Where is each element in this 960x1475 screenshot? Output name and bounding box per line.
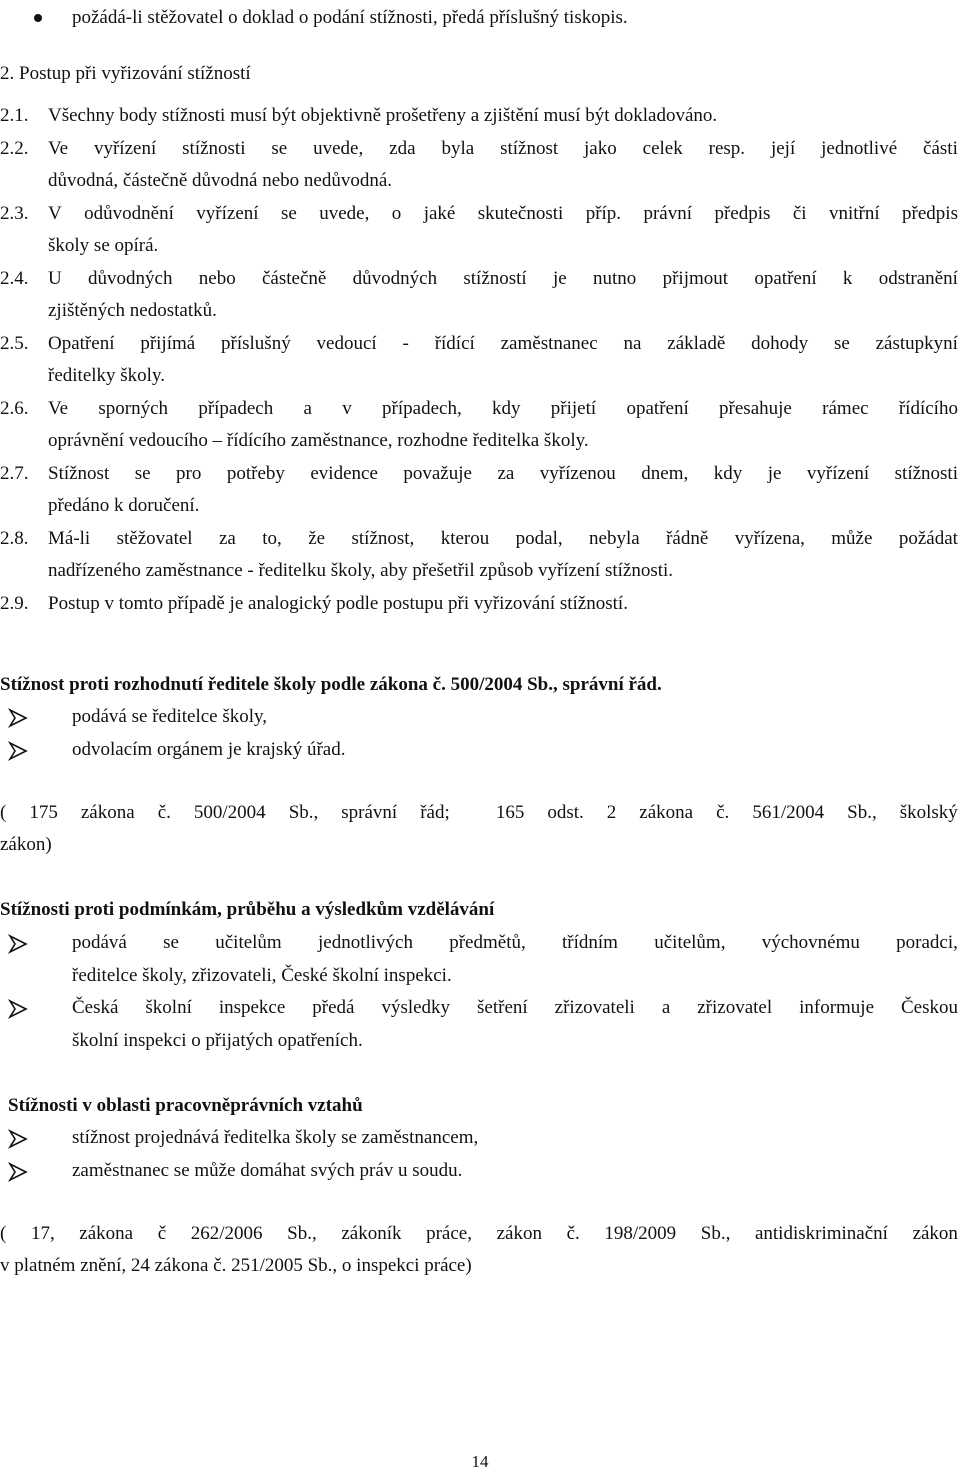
item-number: 2.3.: [0, 202, 29, 224]
item-text-line: Má-li stěžovatel za to, že stížnost, kterou podal, nebyla řádně vyřízena, může požádat: [48, 527, 958, 549]
item-text-line: oprávnění vedoucího – řídícího zaměstnance, rozhodne ředitelka školy.: [48, 430, 589, 451]
item-text-line: zjištěných nedostatků.: [48, 300, 217, 321]
item-number: 2.9.: [0, 592, 29, 614]
bullet-item-text: zaměstnanec se může domáhat svých práv u soudu.: [72, 1159, 463, 1181]
bullet-dot-icon: [34, 14, 42, 22]
item-text-line: ředitelky školy.: [48, 365, 165, 386]
item-number: 2.4.: [0, 267, 29, 289]
item-number: 2.5.: [0, 332, 29, 354]
bullet-item-text: podává se ředitelce školy,: [72, 706, 268, 727]
section-heading-conditions: Stížnosti proti podmínkám, průběhu a výsledkům vzdělávání: [0, 899, 495, 920]
bullet-item-text: Česká školní inspekce předá výsledky šetření zřizovateli a zřizovatel informuje Českou: [72, 997, 958, 1018]
bullet-item-text: školní inspekci o přijatých opatřeních.: [72, 1029, 363, 1051]
item-text-line: Ve vyřízení stížnosti se uvede, zda byla stížnost jako celek resp. její jednotlivé části: [48, 137, 958, 159]
bullet-item-text: ředitelce školy, zřizovateli, České školní inspekci.: [72, 964, 452, 986]
legal-reference-line: v platném znění, 24 zákona č. 251/2005 Sb., o inspekci práce): [0, 1255, 472, 1276]
page-number: 14: [471, 1452, 489, 1471]
item-text-line: Ve sporných případech a v případech, kdy přijetí opatření přesahuje rámec řídícího: [48, 397, 958, 419]
bullet-item-text: odvolacím orgánem je krajský úřad.: [72, 738, 346, 760]
item-text-line: V odůvodnění vyřízení se uvede, o jaké skutečnosti příp. právní předpis či vnitřní předpis: [48, 202, 958, 224]
item-number: 2.2.: [0, 137, 29, 159]
arrow-bullet-icon: [8, 741, 28, 761]
legal-reference-line: ( 17, zákona č 262/2006 Sb., zákoník práce, zákon č. 198/2009 Sb., antidiskriminační zákon: [0, 1223, 958, 1244]
arrow-bullet-icon: [8, 1162, 28, 1182]
arrow-bullet-icon: [8, 999, 28, 1019]
section-title: 2. Postup při vyřizování stížností: [0, 63, 251, 84]
item-number: 2.8.: [0, 527, 29, 549]
section-heading-labour: Stížnosti v oblasti pracovněprávních vztahů: [8, 1095, 363, 1116]
item-text-line: nadřízeného zaměstnance - ředitelku školy, aby přešetřil způsob vyřízení stížnosti.: [48, 560, 674, 581]
item-text-line: Opatření přijímá příslušný vedoucí - řídící zaměstnanec na základě dohody se zástupkyní: [48, 332, 958, 354]
bullet-item-text: stížnost projednává ředitelka školy se zaměstnancem,: [72, 1127, 479, 1148]
legal-reference-line: zákon): [0, 834, 52, 855]
item-text-line: Všechny body stížnosti musí být objektivně prošetřeny a zjištění musí být dokladováno.: [48, 105, 718, 126]
item-number: 2.1.: [0, 105, 29, 126]
item-text-line: důvodná, částečně důvodná nebo nedůvodná.: [48, 170, 393, 191]
legal-reference-line: ( 175 zákona č. 500/2004 Sb., správní řád; 165 odst. 2 zákona č. 561/2004 Sb., školský: [0, 802, 958, 823]
item-text-line: Postup v tomto případě je analogický podle postupu při vyřizování stížností.: [48, 592, 628, 614]
item-number: 2.7.: [0, 462, 29, 484]
bullet-item-text: podává se učitelům jednotlivých předmětů, třídním učitelům, výchovnému poradci,: [72, 932, 958, 953]
item-text-line: školy se opírá.: [48, 235, 159, 256]
arrow-bullet-icon: [8, 708, 28, 728]
arrow-bullet-icon: [8, 1129, 28, 1149]
arrow-bullet-icon: [8, 934, 28, 954]
bullet-text: požádá-li stěžovatel o doklad o podání stížnosti, předá příslušný tiskopis.: [72, 7, 628, 28]
item-number: 2.6.: [0, 397, 29, 419]
item-text-line: předáno k doručení.: [48, 495, 200, 516]
section-heading-director: Stížnost proti rozhodnutí ředitele školy podle zákona č. 500/2004 Sb., správní řád.: [0, 674, 662, 695]
item-text-line: Stížnost se pro potřeby evidence považuje za vyřízenou dnem, kdy je vyřízení stížnosti: [48, 462, 958, 484]
item-text-line: U důvodných nebo částečně důvodných stížností je nutno přijmout opatření k odstranění: [48, 267, 958, 289]
